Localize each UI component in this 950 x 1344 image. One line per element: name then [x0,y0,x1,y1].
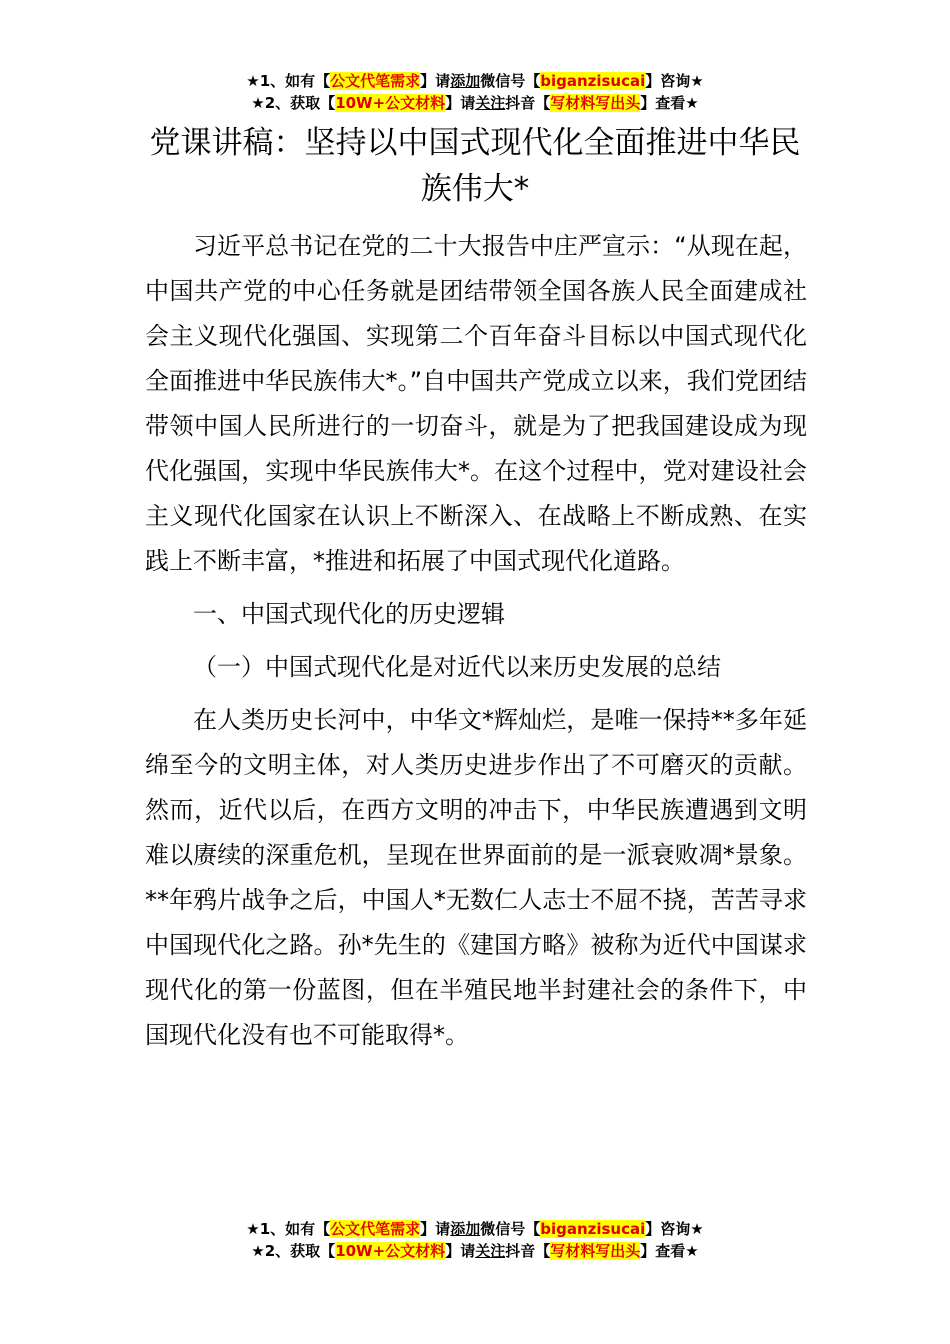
promo-line-2 [0,1240,950,1262]
promo-line-1 [0,1218,950,1240]
promo-text: 抖音【 [505,94,551,112]
promo-text: 抖音【 [505,1242,551,1260]
promo-underline: 关注 [475,1242,506,1260]
document-title: 党课讲稿：坚持以中国式现代化全面推进中华民族伟大* [149,125,801,207]
promo-highlight: 10W+公文材料 [335,1242,446,1260]
document-body [145,224,807,1058]
promo-line-2 [0,92,950,114]
promo-text: 】请 [420,1220,451,1238]
promo-text: 】查看★ [640,1242,699,1260]
promo-text: 微信号【 [480,72,541,90]
promo-text: ★1、如有【 [246,72,331,90]
promo-highlight: 10W+公文材料 [335,94,446,112]
subsection-heading: （一）中国式现代化是对近代以来历史发展的总结 [193,653,721,681]
promo-text: ★1、如有【 [246,1220,331,1238]
promo-wechat-id: biganzisucai [540,1220,646,1238]
section-heading: 一、中国式现代化的历史逻辑 [193,600,505,628]
promo-banner-top [0,70,950,114]
promo-highlight: 公文代笔需求 [330,1220,421,1238]
promo-line-1 [0,70,950,92]
promo-text: ★2、获取【 [251,94,336,112]
promo-text: 】咨询★ [645,1220,704,1238]
promo-text: 】咨询★ [645,72,704,90]
promo-text: 微信号【 [480,1220,541,1238]
promo-highlight: 公文代笔需求 [330,72,421,90]
promo-text: 】请 [445,1242,476,1260]
promo-underline: 添加 [450,72,481,90]
promo-text: 】查看★ [640,94,699,112]
promo-underline: 关注 [475,94,506,112]
promo-text: 】请 [420,72,451,90]
promo-text: ★2、获取【 [251,1242,336,1260]
promo-wechat-id: biganzisucai [540,72,646,90]
promo-douyin-id: 写材料写出头 [550,1242,641,1260]
promo-banner-bottom [0,1218,950,1262]
body-paragraph: 习近平总书记在党的二十大报告中庄严宣示：“从现在起，中国共产党的中心任务就是团结带领全国各族人民全面建成社会主义现代化强国、实现第二个百年奋斗目标以中国式现代化全面推进中华民族伟大*。”自中国共产党成立以来，我们党团结带领中国人民所进行的一切奋斗，就是为了把我国建设成为现代化强国，实现中华民族伟大*。在这个过程中，党对建设社会主义现代化国家在认识上不断深入、在战略上不断成熟、在实践上不断丰富，*推进和拓展了中国式现代化道路。 [145,232,807,575]
promo-text: 】请 [445,94,476,112]
promo-douyin-id: 写材料写出头 [550,94,641,112]
promo-underline: 添加 [450,1220,481,1238]
body-paragraph: 在人类历史长河中，中华文*辉灿烂，是唯一保持**多年延绵至今的文明主体，对人类历史进步作出了不可磨灭的贡献。然而，近代以后，在西方文明的冲击下，中华民族遭遇到文明难以赓续的深重危机，呈现在世界面前的是一派衰败凋*景象。**年鸦片战争之后，中国人*无数仁人志士不屈不挠，苦苦寻求中国现代化之路。孙*先生的《建国方略》被称为近代中国谋求现代化的第一份蓝图，但在半殖民地半封建社会的条件下，中国现代化没有也不可能取得*。 [145,706,807,1049]
